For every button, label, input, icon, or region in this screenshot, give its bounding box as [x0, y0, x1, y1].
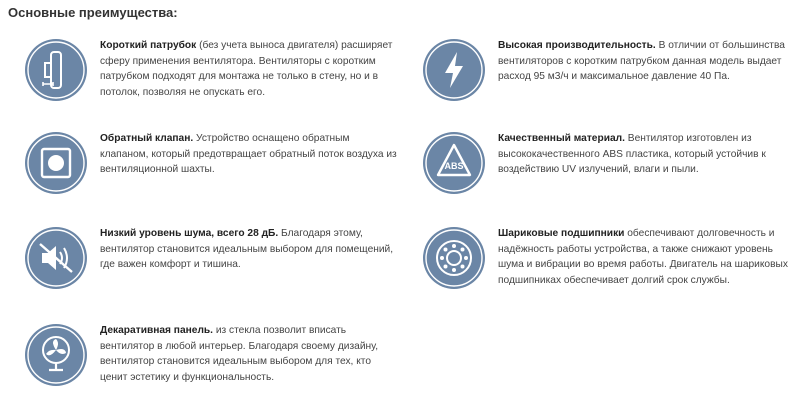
feature-title: Декаративная панель.: [100, 325, 214, 336]
feature-description: В отличии от большинства вентиляторов с коротким патрубком данная модель выдает расход 95 м3/ч и максимальное давление 40 Па.: [498, 40, 785, 82]
feature-description: из стекла позволит вписать вентилятор в любой интерьер. Благодаря своему дизайну, вентилятор становится идеальным выбором для тех, кто ценит эстетику и функциональность.: [100, 325, 379, 383]
section-title: Основные преимущества:: [8, 5, 178, 20]
feature-description: (без учета выноса двигателя) расширяет сферу применения вентилятора. Вентиляторы с коротким патрубком подходят для монтажа не только в стену, но и в потолок, позволяя не опускать его.: [100, 40, 393, 98]
ball-bearing-icon: [422, 226, 486, 290]
mute-speaker-icon: [24, 226, 88, 290]
check-valve-icon: [24, 131, 88, 195]
feature-title: Высокая производительность.: [498, 40, 656, 51]
feature-title: Качественный материал.: [498, 133, 625, 144]
feature-description: Вентилятор изготовлен из высококачественного ABS пластика, который устойчив к воздействию UV излучений, влаги и пыли.: [498, 133, 766, 175]
feature-description: Благодаря этому, вентилятор становится идеальным выбором для помещений, где важен комфорт и тишина.: [100, 228, 394, 270]
feature-title: Обратный клапан.: [100, 133, 194, 144]
abs-recycle-icon: [422, 131, 486, 195]
feature-title: Низкий уровень шума, всего 28 дБ.: [100, 228, 279, 239]
fan-icon: [24, 323, 88, 387]
feature-title: Короткий патрубок: [100, 40, 197, 51]
abs-label: ABS: [444, 161, 464, 171]
lightning-icon: [422, 38, 486, 102]
feature-description: обеспечивают долговечность и надёжность работы устройства, а также снижают уровень шума и вибрации во время работы. Двигатель на шариковых подшипниках обеспечивает долгий срок службы.: [498, 228, 788, 286]
feature-title: Шариковые подшипники: [498, 228, 625, 239]
feature-description: Устройство оснащено обратным клапаном, который предотвращает обратный поток воздуха из вентиляционной шахты.: [100, 133, 397, 175]
short-duct-icon: [24, 38, 88, 102]
